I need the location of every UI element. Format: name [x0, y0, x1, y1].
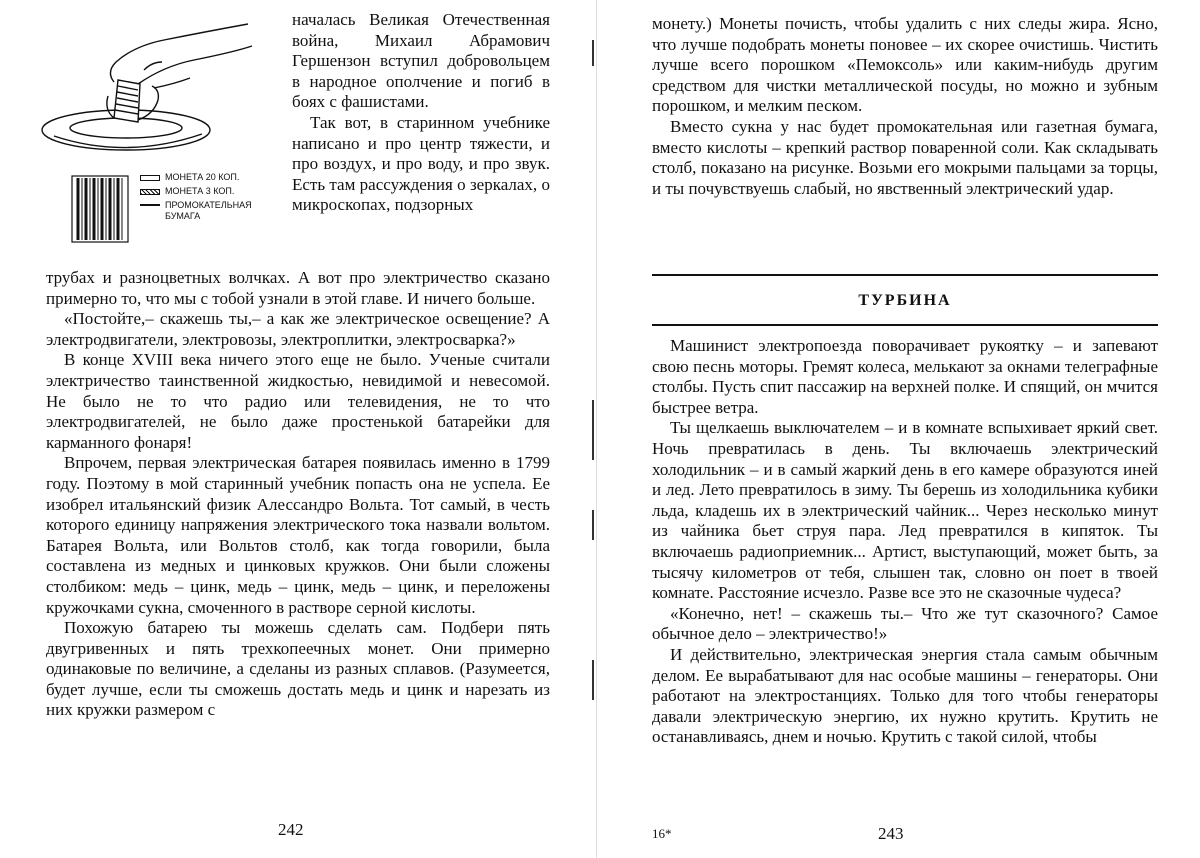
- gutter-line: [596, 0, 597, 858]
- legend-paper: [140, 200, 280, 222]
- legend-coin20-label: МОНЕТА 20 КОП.: [165, 172, 239, 183]
- gutter-mark: [592, 660, 594, 700]
- paragraph: началась Великая Отечественная война, Михаил Абрамович Гершензон вступил добровольцем в народное ополчение и погиб в боях с фашистами.: [292, 10, 550, 113]
- paragraph: трубах и разноцветных волчках. А вот про электричество сказано примерно то, что мы с тобой узнали в этой главе. И ничего больше.: [46, 268, 550, 309]
- illustration: [34, 10, 288, 280]
- paragraph: Ты щелкаешь выключателем – и в комнате вспыхивает яркий свет. Ночь превратилась в день. Ты включаешь электрический холодильник – и в самый жаркий день в его камере образуются иней и лед. Лето превратилось в зиму. Ты берешь из холодильника кубики льда, кладешь их в электрический чайник... Через несколько минут из чайника бьет струя пара. Лед превратился в кипяток. Ты включаешь радиоприемник... Артист, выступающий, может быть, за тысячу километров от тебя, слышен так, словно он поет в твоей комнате. Расстояние исчезло. Разве все это не сказочные чудеса?: [652, 418, 1158, 603]
- signature-mark: 16*: [652, 826, 672, 842]
- gutter-mark: [592, 510, 594, 540]
- paragraph: Вместо сукна у нас будет промокательная или газетная бумага, вместо кислоты – крепкий раствор поваренной соли. Как складывать столб, показано на рисунке. Возьми его мокрыми пальцами за торцы, и ты почувствуешь слабый, но явственный электрический удар.: [652, 117, 1158, 199]
- legend-coin3-label: МОНЕТА 3 КОП.: [165, 186, 234, 197]
- section-rule-bottom: [652, 324, 1158, 326]
- legend-paper-label: ПРОМОКАТЕЛЬНАЯ БУМАГА: [165, 200, 235, 222]
- section-heading: ТУРБИНА: [652, 292, 1158, 310]
- legend-coin3: [140, 186, 280, 197]
- left-main-text: [46, 268, 550, 721]
- paragraph: Впрочем, первая электрическая батарея появилась именно в 1799 году. Поэтому в мой старинный учебник попасть она не успела. Ее изобрел итальянский физик Алессандро Вольта. Тот самый, в честь которого единицу напряжения электрического тока назвали вольтом. Батарея Вольта, или Вольтов столб, как тогда говорили, была составлена из медных и цинковых кружков. Они были сложены столбиком: медь – цинк, медь – цинк, медь – цинк, и переложены кружочками сукна, смоченного в растворе серной кислоты.: [46, 453, 550, 618]
- paragraph: В конце XVIII века ничего этого еще не было. Ученые считали электричество таинственной жидкостью, невидимой и невесомой. Не было не то что радио или телевидения, не то что электродвигателей, не было даже простенькой батарейки для карманного фонаря!: [46, 350, 550, 453]
- gutter-mark: [592, 400, 594, 460]
- paragraph: И действительно, электрическая энергия стала самым обычным делом. Ее вырабатывают для нас особые машины – генераторы. Они работают на электростанциях. Только для того чтобы генераторы давали электрическую энергию, их нужно крутить. Крутить не останавливаясь, днем и ночью. Крутить с такой силой, чтобы: [652, 645, 1158, 748]
- legend-coin20: [140, 172, 280, 183]
- paragraph: монету.) Монеты почисть, чтобы удалить с них следы жира. Ясно, что лучше подобрать монеты поновее – их скорее очистишь. Чистить лучше всего порошком «Пемоксоль» или каким-нибудь другим средством для чистки металлической посуды, но можно и зубным порошком, и мелким песком.: [652, 14, 1158, 117]
- page-number-right: 243: [878, 824, 904, 844]
- paper-swatch: [140, 204, 160, 206]
- section-rule-top: [652, 274, 1158, 276]
- right-top-text: [652, 14, 1158, 199]
- coin20-swatch: [140, 175, 160, 181]
- page-number-left: 242: [278, 820, 304, 840]
- paragraph: «Постойте,– скажешь ты,– а как же электрическое освещение? А электродвигатели, электровозы, электроплитки, электросварка?»: [46, 309, 550, 350]
- gutter-mark: [592, 40, 594, 66]
- left-page: [0, 0, 596, 858]
- coin3-swatch: [140, 189, 160, 195]
- volta-pile-drawing: [72, 176, 128, 242]
- left-top-text: [292, 10, 550, 216]
- right-main-text: [652, 336, 1158, 748]
- paragraph: «Конечно, нет! – скажешь ты.– Что же тут сказочного? Самое обычное дело – электричество!»: [652, 604, 1158, 645]
- paragraph: Похожую батарею ты можешь сделать сам. Подбери пять двугривенных и пять трехкопеечных монет. Они примерно одинаковые по величине, а сделаны из разных сплавов. (Разумеется, будет лучше, если ты сможешь достать медь и цинк и нарезать из них кружки размером с: [46, 618, 550, 721]
- figure-legend: [140, 172, 280, 225]
- paragraph: Машинист электропоезда поворачивает рукоятку – и запевают свою песнь моторы. Гремят колеса, мелькают за окнами телеграфные столбы. Пусть спит пассажир на верхней полке. И спящий, он мчится быстрее ветра.: [652, 336, 1158, 418]
- paragraph: Так вот, в старинном учебнике написано и про центр тяжести, и про воздух, и про воду, и про звук. Есть там рассуждения о зеркалах, о микроскопах, подзорных: [292, 113, 550, 216]
- plate-drawing: [42, 24, 252, 150]
